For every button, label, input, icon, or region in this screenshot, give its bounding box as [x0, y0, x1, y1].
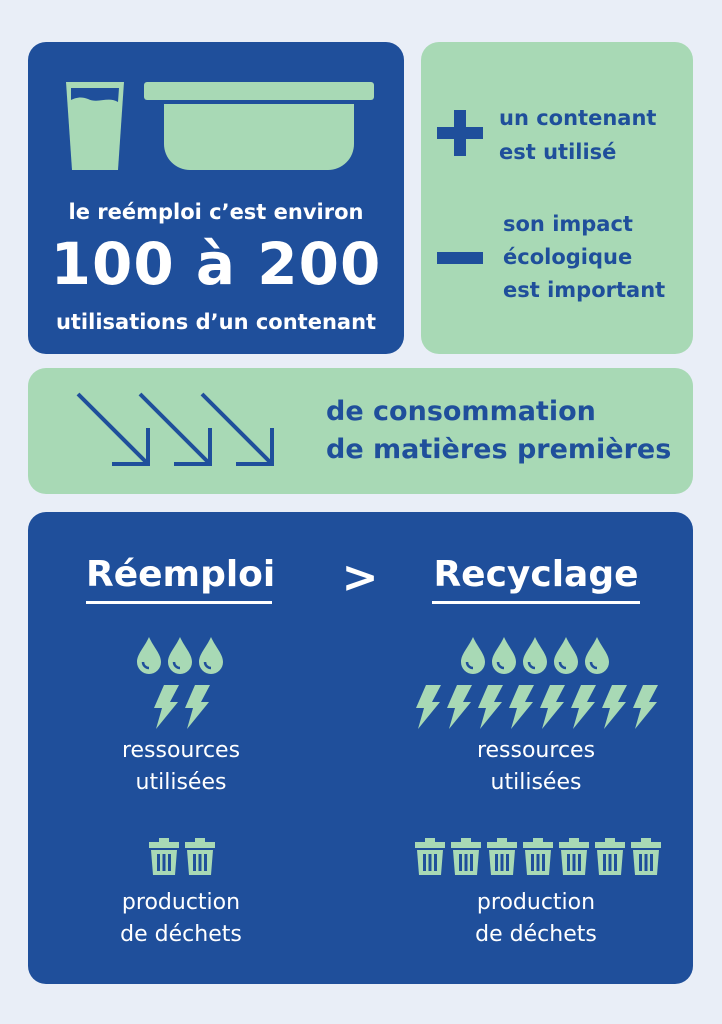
- plus-icon: [437, 110, 483, 156]
- lightning-bolt-icon: [538, 684, 566, 730]
- water-drop-icon: [522, 636, 548, 674]
- trash-bin-icon: [522, 838, 554, 876]
- reuse-count-unit: utilisations d’un contenant: [55, 310, 377, 334]
- water-drop-icon: [491, 636, 517, 674]
- water-drop-icon: [584, 636, 610, 674]
- water-drop-icon: [198, 636, 224, 674]
- lightning-bolt-icon: [600, 684, 628, 730]
- minus-icon: [437, 252, 483, 264]
- water-drop-icon: [167, 636, 193, 674]
- raw-materials-line-1: de consommation: [326, 396, 596, 427]
- reuse-drops: [132, 636, 228, 678]
- plus-text-line-2: est utilisé: [499, 140, 617, 164]
- water-drop-icon: [136, 636, 162, 674]
- reuse-intro-text: le reémploi c’est environ: [68, 200, 364, 224]
- lightning-bolt-icon: [507, 684, 535, 730]
- water-drop-icon: [553, 636, 579, 674]
- raw-materials-panel: [28, 368, 693, 494]
- recycling-bolts: [414, 684, 664, 732]
- recycling-resources-line-2: utilisées: [490, 770, 582, 795]
- plus-text-line-1: un contenant: [499, 106, 657, 130]
- minus-text-line-1: son impact: [503, 212, 633, 236]
- reuse-count-panel: [28, 42, 404, 354]
- trash-bin-icon: [558, 838, 590, 876]
- minus-text-line-2: écologique: [503, 245, 633, 269]
- glass-icon: [64, 80, 126, 172]
- lightning-bolt-icon: [569, 684, 597, 730]
- lightning-bolt-icon: [183, 684, 211, 730]
- water-drop-icon: [460, 636, 486, 674]
- lightning-bolt-icon: [631, 684, 659, 730]
- trash-bin-icon: [594, 838, 626, 876]
- reuse-resources-line-2: utilisées: [135, 770, 227, 795]
- down-right-arrow-icon: [198, 390, 278, 470]
- lightning-bolt-icon: [445, 684, 473, 730]
- reuse-bolts: [152, 684, 212, 732]
- recycling-waste-line-1: production: [476, 890, 596, 915]
- greater-than-symbol: >: [341, 552, 379, 603]
- raw-materials-line-2: de matières premières: [326, 434, 672, 465]
- trash-bin-icon: [148, 838, 180, 876]
- lightning-bolt-icon: [152, 684, 180, 730]
- trash-bin-icon: [630, 838, 662, 876]
- recycling-title: Recyclage: [432, 554, 640, 604]
- reuse-bins: [148, 838, 218, 878]
- trash-bin-icon: [486, 838, 518, 876]
- reuse-title: Réemploi: [86, 554, 272, 604]
- reuse-waste-line-1: production: [121, 890, 241, 915]
- recycling-waste-line-2: de déchets: [475, 922, 597, 947]
- minus-text-line-3: est important: [503, 278, 666, 302]
- trash-bin-icon: [184, 838, 216, 876]
- reuse-waste-line-2: de déchets: [120, 922, 242, 947]
- recycling-bins: [414, 838, 664, 878]
- lightning-bolt-icon: [414, 684, 442, 730]
- trash-bin-icon: [414, 838, 446, 876]
- reuse-resources-line-1: ressources: [121, 738, 241, 763]
- recycling-drops: [458, 636, 618, 678]
- trash-bin-icon: [450, 838, 482, 876]
- comparison-panel: [28, 512, 693, 984]
- lightning-bolt-icon: [476, 684, 504, 730]
- container-icon: [144, 82, 374, 174]
- usage-impact-panel: [421, 42, 693, 354]
- recycling-resources-line-1: ressources: [476, 738, 596, 763]
- reuse-count-value: 100 à 200: [50, 230, 382, 298]
